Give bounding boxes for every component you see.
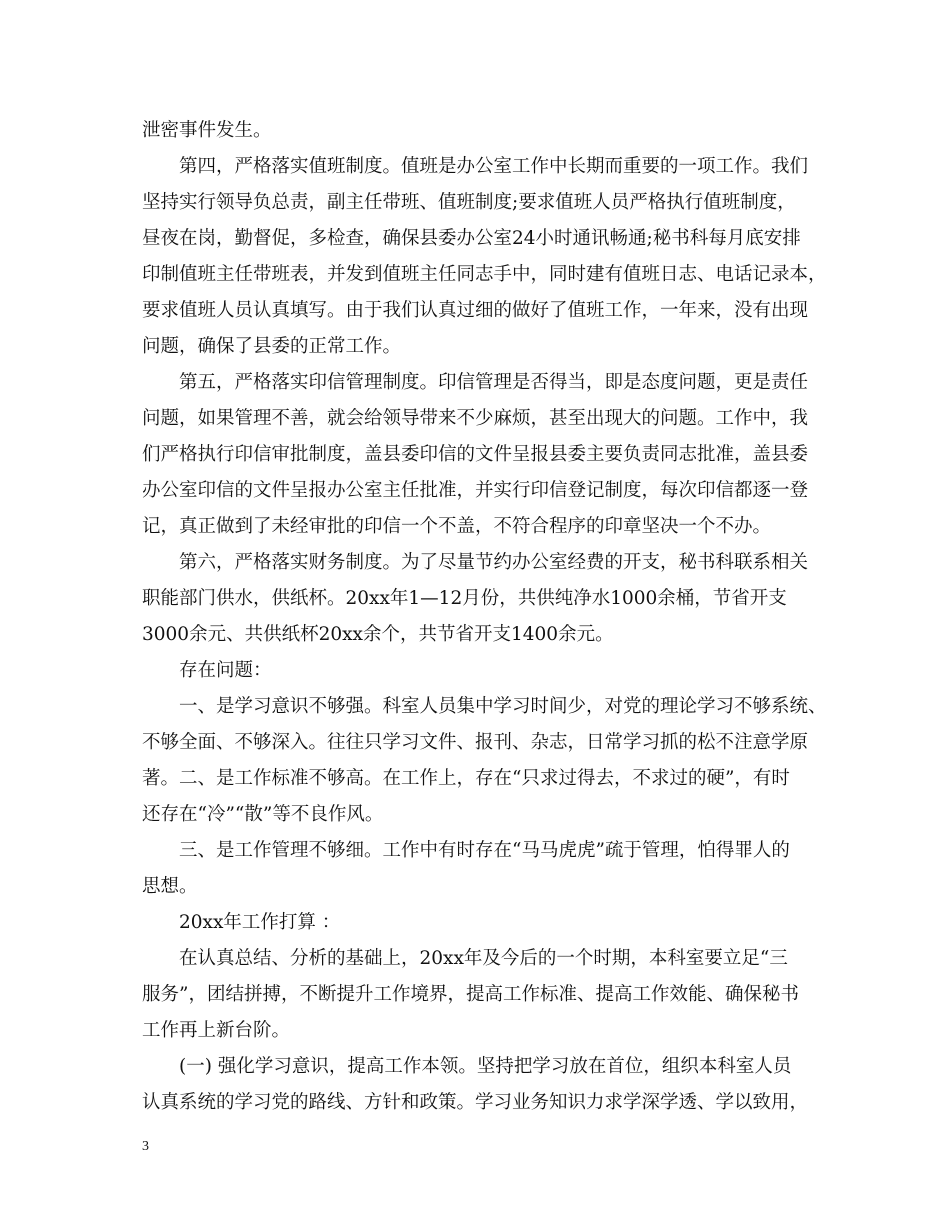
text-line: 办公室印信的文件呈报办公室主任批准，并实行印信登记制度，每次印信都逐一登 xyxy=(142,480,809,501)
text-line: 存在问题： xyxy=(179,660,272,681)
text-line: 第六，严格落实财务制度。为了尽量节约办公室经费的开支，秘书科联系相关 xyxy=(179,552,809,573)
text-line: 工作再上新台阶。 xyxy=(142,1020,291,1041)
text-line: 在认真总结、分析的基础上，20xx年及今后的一个时期，本科室要立足“三 xyxy=(179,948,788,969)
text-line: 不够全面、不够深入。往往只学习文件、报刊、杂志，日常学习抓的松不注意学原 xyxy=(142,732,809,753)
text-line: 昼夜在岗，勤督促，多检查，确保县委办公室24小时通讯畅通;秘书科每月底安排 xyxy=(142,228,801,249)
text-line: 印制值班主任带班表，并发到值班主任同志手中，同时建有值班日志、电话记录本， xyxy=(142,264,827,285)
text-line: 泄密事件发生。 xyxy=(142,120,272,141)
text-line: 三、是工作管理不够细。工作中有时存在“马马虎虎”疏于管理，怕得罪人的 xyxy=(179,840,790,861)
text-line: 服务”，团结拼搏，不断提升工作境界，提高工作标准、提高工作效能、确保秘书 xyxy=(142,984,799,1005)
page-number: 3 xyxy=(142,1139,149,1154)
text-line: 认真系统的学习党的路线、方针和政策。学习业务知识力求学深学透、学以致用， xyxy=(142,1092,809,1113)
text-line: 问题，确保了县委的正常工作。 xyxy=(142,336,402,357)
text-line: 著。二、是工作标准不够高。在工作上，存在“只求过得去，不求过的硬”，有时 xyxy=(142,768,790,789)
text-line: (一) 强化学习意识，提高工作本领。坚持把学习放在首位，组织本科室人员 xyxy=(179,1056,792,1077)
text-line: 坚持实行领导负总责，副主任带班、值班制度;要求值班人员严格执行值班制度， xyxy=(142,192,796,213)
text-line: 记，真正做到了未经审批的印信一个不盖，不符合程序的印章坚决一个不办。 xyxy=(142,516,772,537)
text-line: 思想。 xyxy=(142,876,198,897)
text-line: 还存在“冷”“散”等不良作风。 xyxy=(142,804,384,825)
text-line: 问题，如果管理不善，就会给领导带来不少麻烦，甚至出现大的问题。工作中，我 xyxy=(142,408,809,429)
text-line: 第四，严格落实值班制度。值班是办公室工作中长期而重要的一项工作。我们 xyxy=(179,156,809,177)
text-line: 职能部门供水，供纸杯。20xx年1—12月份，共供纯净水1000余桶，节省开支 xyxy=(142,588,787,609)
text-line: 要求值班人员认真填写。由于我们认真过细的做好了值班工作，一年来，没有出现 xyxy=(142,300,809,321)
text-line: 们严格执行印信审批制度，盖县委印信的文件呈报县委主要负责同志批准，盖县委 xyxy=(142,444,809,465)
text-line: 第五，严格落实印信管理制度。印信管理是否得当，即是态度问题，更是责任 xyxy=(179,372,809,393)
text-line: 3000余元、共供纸杯20xx余个，共节省开支1400余元。 xyxy=(142,624,614,645)
text-line: 一、是学习意识不够强。科室人员集中学习时间少，对党的理论学习不够系统、 xyxy=(179,696,827,717)
document-body xyxy=(142,113,827,1121)
text-line: 20xx年工作打算 ： xyxy=(179,912,341,933)
